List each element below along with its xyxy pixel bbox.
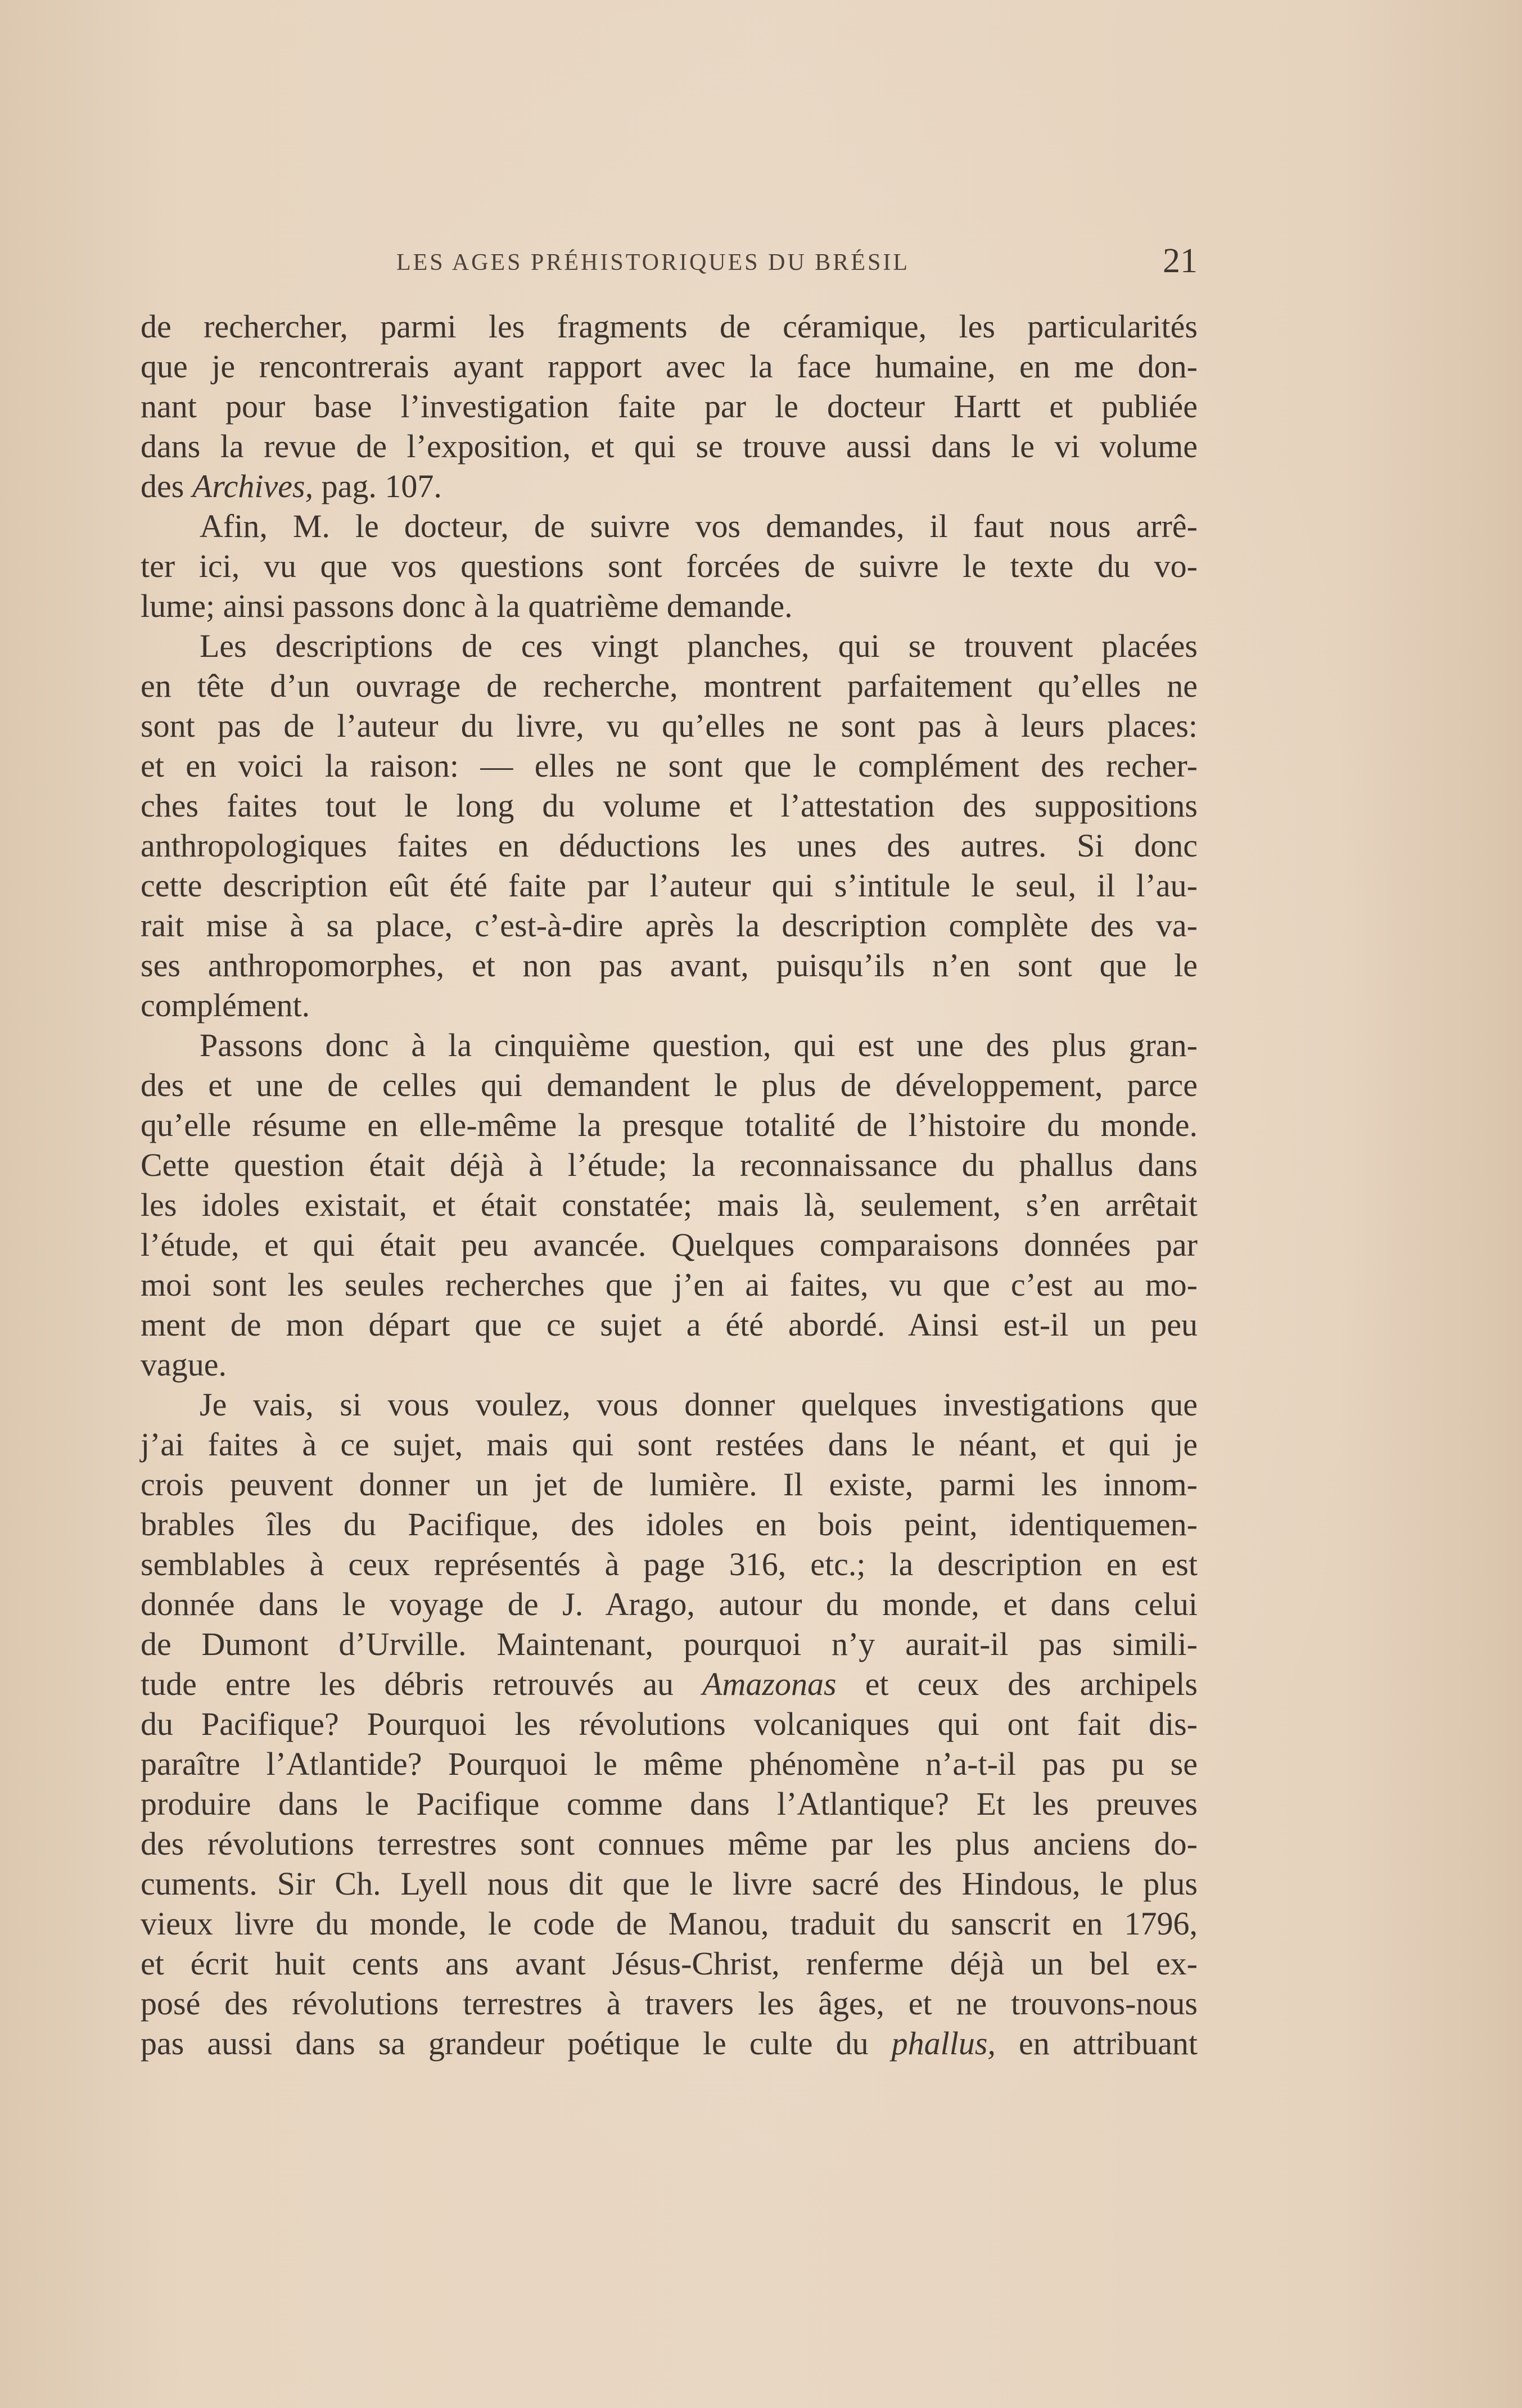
text-line: rait mise à sa place, c’est-à-dire après la description complète des va- (141, 907, 1198, 944)
text-line: et en voici la raison: — elles ne sont que le complément des recher- (141, 747, 1198, 784)
text-line: brables îles du Pacifique, des idoles en bois peint, identiquemen- (141, 1506, 1198, 1543)
text-line: crois peuvent donner un jet de lumière. Il existe, parmi les innom- (141, 1466, 1198, 1503)
text-line: sont pas de l’auteur du livre, vu qu’elles ne sont pas à leurs places: (141, 707, 1198, 744)
text-line: nant pour base l’investigation faite par le docteur Hartt et publiée (141, 388, 1198, 425)
text-line: cuments. Sir Ch. Lyell nous dit que le livre sacré des Hindous, le plus (141, 1865, 1198, 1902)
text-line: vague. (141, 1346, 227, 1383)
text-line: ches faites tout le long du volume et l’attestation des suppositions (141, 787, 1198, 824)
text-line: vieux livre du monde, le code de Manou, traduit du sanscrit en 1796, (141, 1905, 1198, 1942)
text-line: paraître l’Atlantide? Pourquoi le même phénomène n’a-t-il pas pu se (141, 1746, 1198, 1782)
text-line: j’ai faites à ce sujet, mais qui sont restées dans le néant, et qui je (141, 1426, 1198, 1463)
text-line: du Pacifique? Pourquoi les révolutions volcaniques qui ont fait dis- (141, 1706, 1198, 1742)
page-header (141, 239, 1198, 284)
text-line: produire dans le Pacifique comme dans l’Atlantique? Et les preuves (141, 1785, 1198, 1822)
text-line: ment de mon départ que ce sujet a été abordé. Ainsi est-il un peu (141, 1306, 1198, 1343)
text-line: Afin, M. le docteur, de suivre vos demandes, il faut nous arrê- (200, 508, 1198, 544)
page-number: 21 (1163, 242, 1198, 280)
italic-archives: Archives, (192, 468, 314, 504)
text-line: lume; ainsi passons donc à la quatrième demande. (141, 588, 793, 624)
text-line: ses anthropomorphes, et non pas avant, puisqu’ils n’en sont que le (141, 947, 1198, 984)
italic-phallus: phallus, (891, 2025, 996, 2062)
text-line: des révolutions terrestres sont connues même par les plus anciens do- (141, 1825, 1198, 1862)
text-line: Passons donc à la cinquième question, qui est une des plus gran- (200, 1027, 1198, 1063)
text-line: anthropologiques faites en déductions les unes des autres. Si donc (141, 827, 1198, 864)
text-line: des Archives, pag. 107. (141, 468, 442, 504)
text-line: semblables à ceux représentés à page 316, etc.; la description en est (141, 1546, 1198, 1582)
text-line: dans la revue de l’exposition, et qui se trouve aussi dans le vi volume (141, 428, 1198, 465)
text-line: que je rencontrerais ayant rapport avec la face humaine, en me don- (141, 348, 1198, 385)
italic-amazonas: Amazonas (702, 1666, 837, 1702)
text-line: Les descriptions de ces vingt planches, qui se trouvent placées (200, 628, 1198, 664)
text-line: de rechercher, parmi les fragments de céramique, les particularités (141, 308, 1198, 345)
text-line: donnée dans le voyage de J. Arago, autour du monde, et dans celui (141, 1586, 1198, 1622)
body-text (141, 306, 1198, 2063)
text-line: moi sont les seules recherches que j’en ai faites, vu que c’est au mo- (141, 1266, 1198, 1303)
text-line: en tête d’un ouvrage de recherche, montrent parfaitement qu’elles ne (141, 668, 1198, 704)
text-line: Cette question était déjà à l’étude; la reconnaissance du phallus dans (141, 1147, 1198, 1183)
text-line: posé des révolutions terrestres à travers les âges, et ne trouvons-nous (141, 1985, 1198, 2022)
text-line: tude entre les débris retrouvés au Amazonas et ceux des archipels (141, 1666, 1198, 1702)
text-line: cette description eût été faite par l’auteur qui s’intitule le seul, il l’au- (141, 867, 1198, 904)
text-line: de Dumont d’Urville. Maintenant, pourquoi n’y aurait-il pas simili- (141, 1626, 1198, 1662)
text-line: des et une de celles qui demandent le plus de développement, parce (141, 1067, 1198, 1103)
text-line: l’étude, et qui était peu avancée. Quelques comparaisons données par (141, 1226, 1198, 1263)
text-line: pas aussi dans sa grandeur poétique le culte du phallus, en attribuant (141, 2025, 1198, 2062)
text-line: Je vais, si vous voulez, vous donner quelques investigations que (200, 1386, 1198, 1423)
running-title: LES AGES PRÉHISTORIQUES DU BRÉSIL (396, 250, 910, 276)
text-line: complément. (141, 987, 310, 1023)
text-line: qu’elle résume en elle-même la presque totalité de l’histoire du monde. (141, 1107, 1198, 1143)
text-line: les idoles existait, et était constatée; mais là, seulement, s’en arrêtait (141, 1187, 1198, 1223)
text-line: ter ici, vu que vos questions sont forcées de suivre le texte du vo- (141, 548, 1198, 584)
text-line: et écrit huit cents ans avant Jésus-Christ, renferme déjà un bel ex- (141, 1945, 1198, 1982)
